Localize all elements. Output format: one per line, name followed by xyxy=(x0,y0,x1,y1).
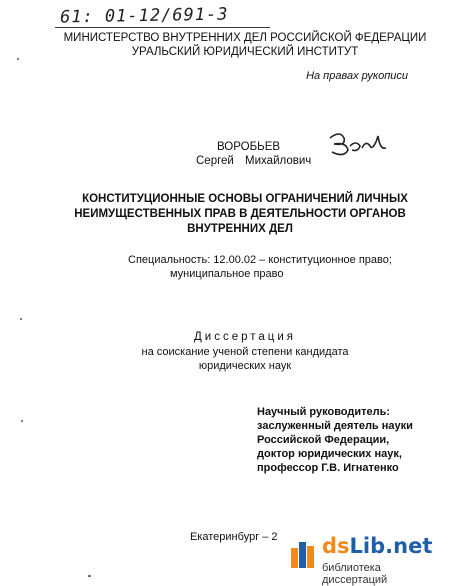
thesis-title-line1: КОНСТИТУЦИОННЫЕ ОСНОВЫ ОГРАНИЧЕНИЙ ЛИЧНЫХ xyxy=(82,193,408,205)
supervisor-line2: Российской Федерации, xyxy=(257,434,390,446)
institute-line: УРАЛЬСКИЙ ЮРИДИЧЕСКИЙ ИНСТИТУТ xyxy=(131,46,359,58)
scan-speck xyxy=(21,420,23,422)
ministry-line: МИНИСТЕРСТВО ВНУТРЕННИХ ДЕЛ РОССИЙСКОЙ ФЕДЕРАЦИИ xyxy=(63,32,427,44)
dissertation-heading: Диссертация xyxy=(193,331,297,343)
thesis-title-line3: ВНУТРЕННИХ ДЕЛ xyxy=(187,223,293,235)
supervisor-line4: профессор Г.В. Игнатенко xyxy=(257,462,399,474)
supervisor-line1: заслуженный деятель науки xyxy=(257,420,413,432)
watermark-site-text: dsLib.net xyxy=(322,534,433,558)
dissertation-line1: на соискание ученой степени кандидата xyxy=(141,346,349,358)
thesis-title-line2: НЕИМУЩЕСТВЕННЫХ ПРАВ В ДЕЯТЕЛЬНОСТИ ОРГАНОВ xyxy=(74,208,406,220)
scan-speck xyxy=(17,58,19,60)
author-surname: ВОРОБЬЕВ xyxy=(217,141,281,153)
supervisor-heading: Научный руководитель: xyxy=(257,406,391,418)
specialty-line2: муниципальное право xyxy=(170,268,284,280)
author-given-names: Сергей Михайлович xyxy=(196,155,312,167)
city-year: Екатеринбург – 2 xyxy=(190,531,278,543)
scan-speck xyxy=(20,318,22,320)
watermark-logo xyxy=(288,532,448,586)
author-signature xyxy=(326,128,390,162)
watermark-site xyxy=(322,534,432,558)
rights-notice: На правах рукописи xyxy=(306,70,408,82)
specialty-line1: Специальность: 12.00.02 – конституционное право; xyxy=(128,254,392,266)
handwritten-catalog-code: 61: 01-12/691-3 xyxy=(59,4,229,28)
watermark-subtitle: библиотека диссертаций xyxy=(322,562,388,586)
catalog-code-underline xyxy=(55,27,270,28)
supervisor-line3: доктор юридических наук, xyxy=(257,448,402,460)
dissertation-line2: юридических наук xyxy=(198,360,292,372)
scan-speck xyxy=(88,575,91,577)
book-icon xyxy=(288,538,318,572)
